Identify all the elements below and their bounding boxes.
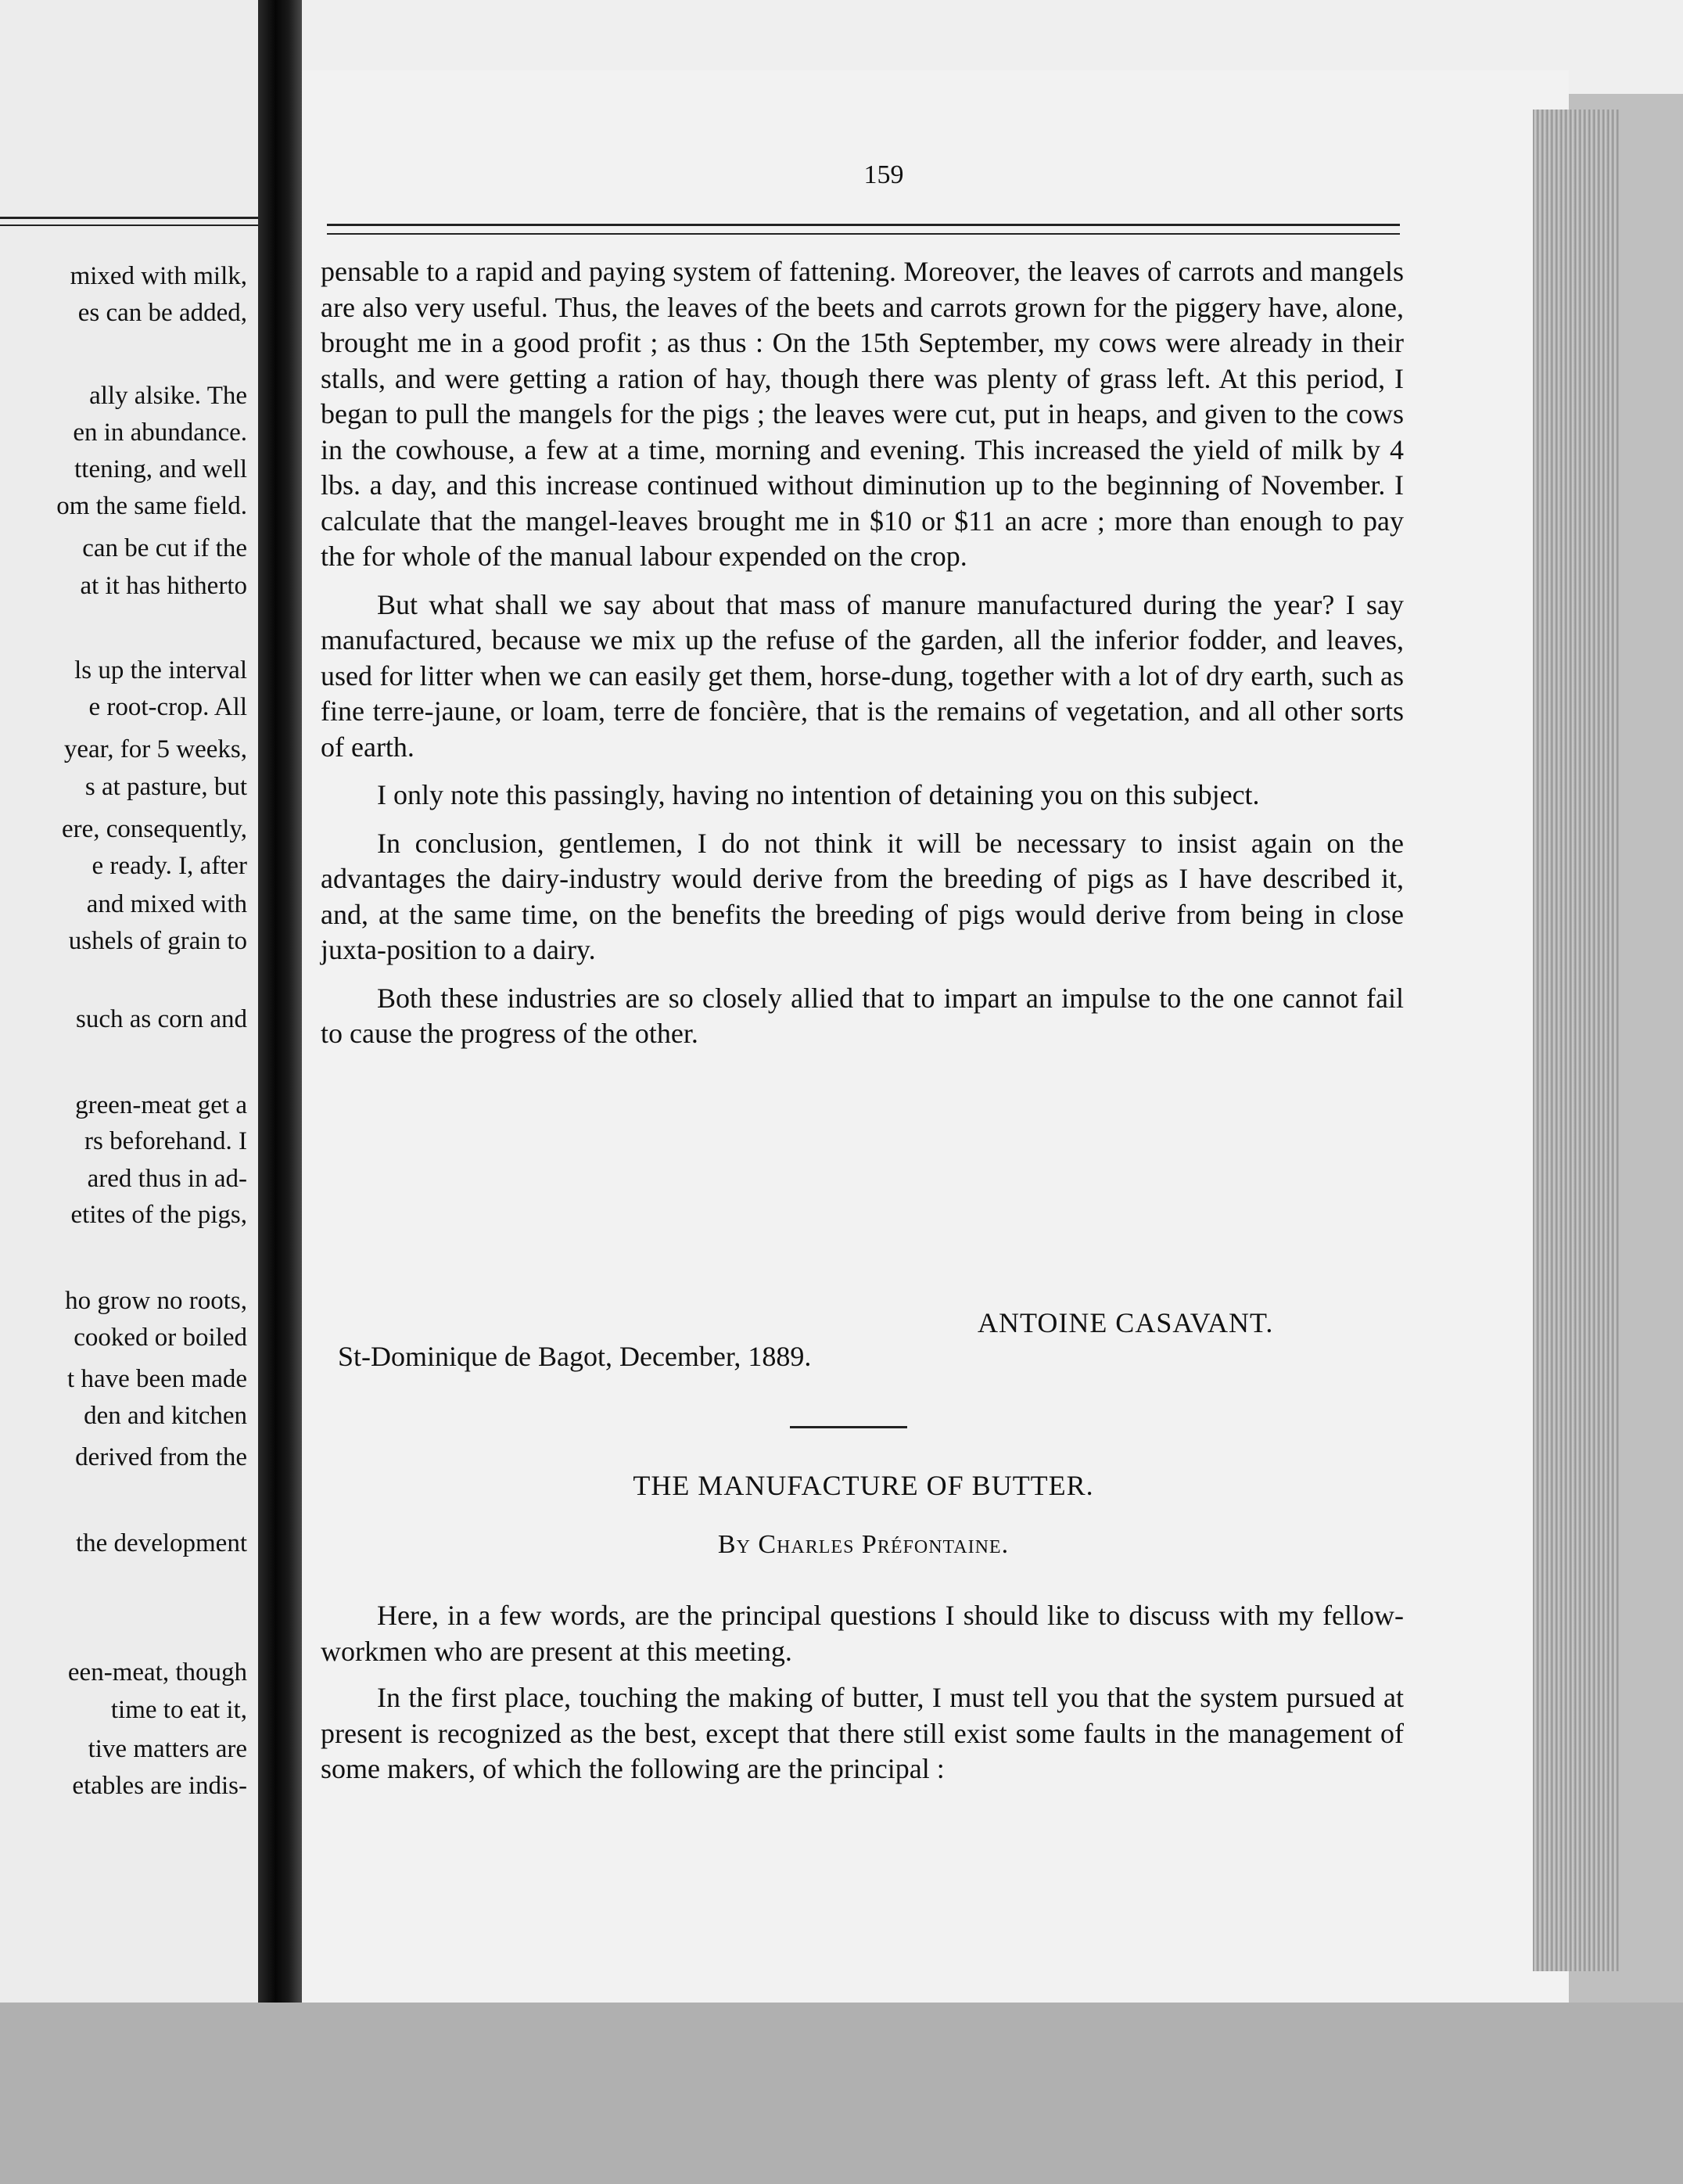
section-divider xyxy=(790,1426,907,1428)
left-text-line: at it has hitherto xyxy=(80,572,247,600)
left-header-rule-2 xyxy=(0,225,258,226)
left-text-line: green-meat get a xyxy=(75,1091,247,1119)
left-text-line: t have been made xyxy=(67,1365,247,1393)
left-text-line: ared thus in ad- xyxy=(87,1165,247,1193)
paragraph: Both these industries are so closely allied that to impart an impulse to the one cannot fail to cause the progress of the other. xyxy=(321,982,1404,1049)
left-text-line: etables are indis- xyxy=(72,1772,247,1800)
left-text-line: such as corn and xyxy=(75,1005,247,1033)
page-edges xyxy=(1533,110,1619,1971)
page-number: 159 xyxy=(863,160,904,189)
left-text-line: time to eat it, xyxy=(110,1696,247,1724)
left-text-line: and mixed with xyxy=(86,890,247,918)
paragraph: Here, in a few words, are the principal questions I should like to discuss with my fellow-workmen who are present at this meeting. xyxy=(321,1600,1404,1667)
left-text-line: cooked or boiled xyxy=(74,1324,247,1352)
left-text-line: etites of the pigs, xyxy=(70,1201,247,1229)
left-text-line: ushels of grain to xyxy=(68,927,247,955)
article-body-2 xyxy=(321,1598,1404,1798)
left-text-line: year, for 5 weeks, xyxy=(63,735,247,763)
article-body xyxy=(321,254,1404,1065)
paragraph: But what shall we say about that mass of manure manufactured during the year? I say manufactured, because we mix up the refuse of the garden, all the inferior fodder, and leaves, used for litter when we can easily get them, horse-dung, together with a lot of dry earth, such as fine terre-jaune, or loam, terre de foncière, that is the remains of vegetation, and all other sorts of earth. xyxy=(321,588,1404,763)
left-text-line: en in abundance. xyxy=(73,418,247,447)
left-text-line: mixed with milk, xyxy=(70,262,247,290)
left-text-line: ttening, and well xyxy=(74,455,247,483)
left-text-line: es can be added, xyxy=(77,299,247,327)
paragraph: I only note this passingly, having no intention of detaining you on this subject. xyxy=(377,779,1260,810)
author-signature: ANTOINE CASAVANT. xyxy=(978,1307,1274,1338)
left-text-line: ere, consequently, xyxy=(61,815,247,843)
place-date: St-Dominique de Bagot, December, 1889. xyxy=(338,1341,812,1372)
left-text-line: e ready. I, after xyxy=(92,852,247,880)
left-text-line: een-meat, though xyxy=(67,1658,247,1686)
left-text-line: den and kitchen xyxy=(84,1402,247,1430)
left-header-rule xyxy=(0,217,258,219)
left-text-line: om the same field. xyxy=(56,492,247,520)
article-title: THE MANUFACTURE OF BUTTER. xyxy=(633,1470,1094,1501)
header-rule xyxy=(327,224,1400,226)
paragraph: pensable to a rapid and paying system of fattening. Moreover, the leaves of carrots and mangels are also very useful. Thus, the leaves of the beets and carrots grown for the piggery have, alone, brought me in a good profit ; as thus : On the 15th September, my cows were already in their stalls, and were getting a ration of hay, though there was plenty of grass left. At this period, I began to pull the mangels for the pigs ; the leaves were cut, put in heaps, and given to the cows in the cowhouse, a few at a time, morning and evening. This increased the yield of milk by 4 lbs. a day, and this increase continued without diminution up to the beginning of November. I calculate that the mangel-leaves brought me in $10 or $11 an acre ; more than enough to pay the for whole of the manual labour expended on the crop. xyxy=(321,256,1404,572)
paragraph: In the first place, touching the making of butter, I must tell you that the system pursued at present is recognized as the best, except that there still exist some faults in the management of some makers, of which the following are the principal : xyxy=(321,1682,1404,1784)
paragraph: In conclusion, gentlemen, I do not think it will be necessary to insist again on the advantages the dairy-industry would derive from the breeding of pigs as I have described it, and, at the same time, on the benefits the breeding of pigs would derive from being in close juxta-position to a dairy. xyxy=(321,827,1404,965)
left-text-line: rs beforehand. I xyxy=(84,1127,247,1155)
left-text-line: ally alsike. The xyxy=(89,382,247,410)
left-text-line: ls up the interval xyxy=(74,656,247,684)
byline: By Charles Préfontaine. xyxy=(717,1530,1010,1559)
left-text-line: tive matters are xyxy=(88,1735,247,1763)
left-page xyxy=(0,0,258,2003)
left-text-line: can be cut if the xyxy=(82,534,247,562)
scan-background-bottom xyxy=(0,2003,1683,2184)
left-text-line: e root-crop. All xyxy=(88,693,247,721)
book-gutter xyxy=(258,0,302,2003)
left-text-line: ho grow no roots, xyxy=(65,1287,247,1315)
left-text-line: s at pasture, but xyxy=(84,773,247,801)
header-rule-2 xyxy=(327,233,1400,235)
left-text-line: derived from the xyxy=(75,1443,247,1471)
left-text-line: the development xyxy=(75,1529,247,1557)
